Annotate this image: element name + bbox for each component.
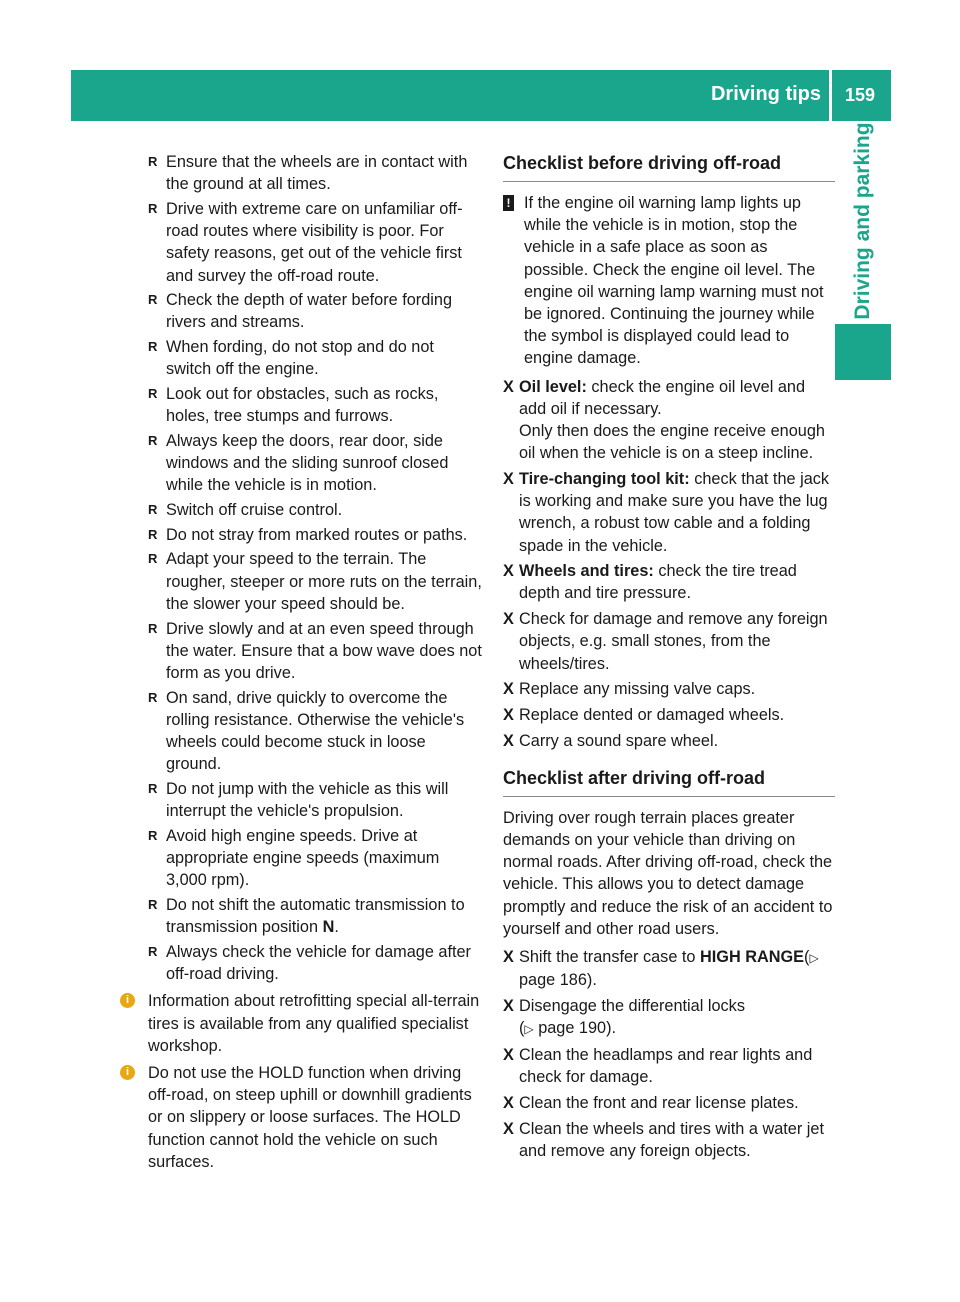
left-column [125,151,483,1177]
action-icon: X [503,469,514,488]
page-ref-icon: ▷ [524,1022,534,1037]
list-item: X Replace any missing valve caps. [503,678,835,700]
section-heading: Checklist after driving off-road [503,766,835,797]
bullet-icon: R [148,200,158,216]
bullet-icon: R [148,620,158,636]
side-tab-marker [835,324,891,380]
bullet-icon: R [148,943,158,959]
bullet-icon: R [148,551,158,567]
bullet-icon: R [148,154,158,169]
list-item: R Drive slowly and at an even speed through the water. Ensure that a bow wave does not form as you drive. [148,619,482,682]
list-item: X Clean the front and rear license plates. [503,1092,835,1114]
list-item: R Do not jump with the vehicle as this will interrupt the vehicle's propulsion. [148,779,449,821]
section-title: Driving tips [710,83,821,105]
page-ref-icon: ▷ [809,951,819,966]
list-item: R Drive with extreme care on unfamiliar off-road routes where visibility is poor. For safety reasons, get out of the vehicle first and survey the off-road route. [148,199,463,285]
list-item: X Tire-changing tool kit: check that the jack is working and make sure you have the lug wrench, a robust tow cable and a folding spade in the vehicle. [503,469,830,555]
action-icon: X [503,377,514,396]
bullet-icon: R [148,292,158,308]
list-item: X Shift the transfer case to HIGH RANGE(▷ page 186). [503,948,819,990]
list-item: X Clean the wheels and tires with a water jet and remove any foreign objects. [503,1119,824,1160]
bullet-icon: R [148,432,158,448]
list-item: R When fording, do not stop and do not switch off the engine. [148,338,434,379]
info-icon: i [120,993,135,1008]
bullet-icon: R [148,689,158,705]
section-heading: Checklist before driving off-road [503,151,835,182]
list-item: R Always keep the doors, rear door, side windows and the sliding sunroof closed while the vehicle is in motion. [148,431,449,495]
info-icon: i [120,1065,135,1080]
right-column [503,151,835,1165]
info-note: i Do not use the HOLD function when driving off-road, on steep uphill or downhill gradients or on slippery or loose surfaces. The HOLD function cannot hold the vehicle on such surfaces. [120,1062,483,1173]
info-note: i Information about retrofitting special all-terrain tires is available from any qualified specialist workshop. [120,990,483,1057]
warning-icon: ! [503,195,514,211]
list-item: X Carry a sound spare wheel. [503,730,835,752]
bullet-icon: R [148,339,158,355]
list-item: X Replace dented or damaged wheels. [503,704,835,726]
bullet-icon: R [148,526,158,542]
action-icon: X [503,997,514,1015]
list-item: R Do not shift the automatic transmission to transmission position N. [148,896,465,937]
bullet-icon: R [148,386,158,402]
page-number: 159 [845,85,876,105]
list-item: X Wheels and tires: check the tire tread depth and tire pressure. [503,562,797,603]
page-reference[interactable]: page 186). [519,971,597,990]
list-item: R Look out for obstacles, such as rocks, holes, tree stumps and furrows. [148,385,439,426]
action-icon: X [503,705,514,724]
action-icon: X [503,562,514,581]
action-icon: X [503,680,514,699]
list-item: R Switch off cruise control. [148,499,483,521]
list-item: X Clean the headlamps and rear lights and check for damage. [503,1045,813,1087]
bullet-icon: R [148,897,158,912]
bullet-icon: R [148,502,158,518]
list-item: R Always check the vehicle for damage after off-road driving. [148,942,471,984]
side-tab-label: Driving and parking [851,122,874,320]
action-icon: X [503,948,514,967]
action-icon: X [503,610,514,629]
list-item: X Disengage the differential locks (▷ page 190). [503,997,745,1038]
bullet-icon: R [148,827,158,843]
warning-note: ! If the engine oil warning lamp lights up while the vehicle is in motion, stop the vehicle in a safe place as soon as possible. Check the engine oil level. The engine oil warning lamp warning must not be ignored. Continuing the journey while the symbol is displayed could lead to engine damage. [503,192,835,370]
action-icon: X [503,731,514,750]
side-tab [834,122,892,320]
header-divider [829,70,832,121]
list-item: X Oil level: check the engine oil level and add oil if necessary. Only then does the engine receive enough oil when the vehicle is on a steep incline. [503,377,825,463]
list-item: R On sand, drive quickly to overcome the rolling resistance. Otherwise the vehicle's wheels could become stuck in loose ground. [148,688,465,774]
page-reference[interactable]: page 190). [538,1019,617,1038]
list-item: R Avoid high engine speeds. Drive at appropriate engine speeds (maximum 3,000 rpm). [148,826,440,890]
action-icon: X [503,1045,514,1064]
bullet-icon: R [148,780,158,796]
list-item: R Adapt your speed to the terrain. The rougher, steeper or more ruts on the terrain, the slower your speed should be. [148,550,482,613]
action-icon: X [503,1119,514,1138]
action-icon: X [503,1093,514,1112]
list-item: R Check the depth of water before fording rivers and streams. [148,291,453,332]
list-item: X Check for damage and remove any foreign objects, e.g. small stones, from the wheels/tires. [503,610,828,673]
paragraph: Driving over rough terrain places greater demands on your vehicle than driving on normal roads. After driving off-road, check the vehicle. This allows you to detect damage promptly and reduce the risk of an accident to yourself and other road users. [503,808,833,938]
list-item: R Do not stray from marked routes or paths. [148,524,483,546]
header-bar [71,70,891,121]
list-item: R Ensure that the wheels are in contact with the ground at all times. [148,153,468,194]
